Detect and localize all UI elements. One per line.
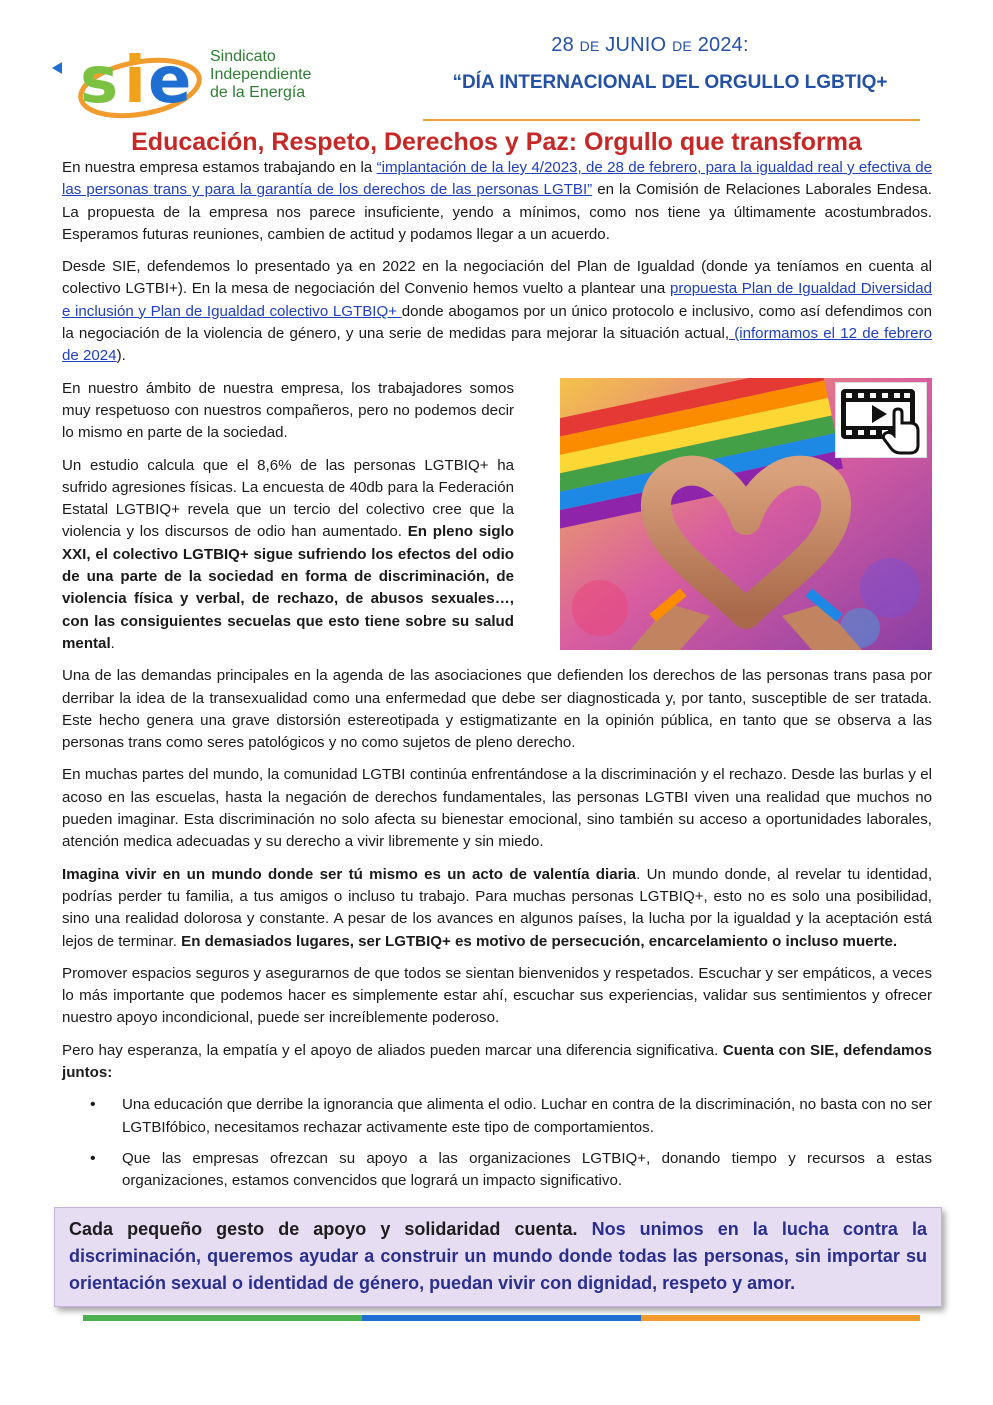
- header-date: [470, 34, 830, 57]
- p7-text-bold-2: En demasiados lugares, ser LGTBIQ+ es motivo de persecución, encarcelamiento o incluso muerte.: [181, 932, 898, 950]
- logo-line-3: de la Energía: [210, 84, 306, 101]
- plan-igualdad-link[interactable]: propuesta Plan de Igualdad Diversidad e inclusión y Plan de Igualdad colectivo LGTBIQ+: [62, 280, 933, 320]
- logo-line-2: Independiente: [210, 66, 312, 83]
- p2-text-c: ).: [116, 347, 126, 365]
- p1-text-b: en la Comisión de Relaciones Laborales Endesa. La propuesta de la empresa nos parece insuficiente, yendo a mínimos, como nos tiene ya últimamente acostumbrados. Esperamos futuras reuniones, cambien de actitud y podamos llegar a un acuerdo.: [62, 181, 932, 243]
- header-title: “DÍA INTERNACIONAL DEL ORGULLO LGBTIQ+: [452, 72, 888, 93]
- demands-list: [62, 1094, 932, 1192]
- footer-bar-orange: [641, 1315, 920, 1321]
- date-year: 2024:: [697, 34, 749, 56]
- callout-text-dark: Cada pequeño gesto de apoyo y solidaridad cuenta.: [69, 1219, 578, 1239]
- footer-divider: [83, 1315, 920, 1321]
- paragraph-9: [62, 1040, 932, 1085]
- footer-bar-green: [83, 1315, 362, 1321]
- logo-line-1: Sindicato: [210, 48, 276, 65]
- video-play-button[interactable]: [835, 382, 927, 458]
- callout-text-blue: Nos unimos en la lucha contra la discriminación, queremos ayudar a construir un mundo donde todas las personas, sin importar su orientación sexual o identidad de género, puedan vivir con dignidad, respeto y amor.: [69, 1219, 927, 1293]
- footer-bar-blue: [362, 1315, 641, 1321]
- svg-text:s: s: [80, 44, 119, 118]
- p2-text-a: Desde SIE, defendemos lo presentado ya en 2022 en la negociación del Plan de Igualdad (donde ya teníamos en cuenta al colectivo LGTBI+). En la mesa de negociación del Convenio hemos vuelto a plantear una: [62, 258, 932, 298]
- paragraph-8: Promover espacios seguros y asegurarnos de que todos se sientan bienvenidos y respetados. Escuchar y ser empáticos, a veces lo más importante que podemos hacer es simplemente estar ahí, escuchar sus experiencias, validar sus sentimientos y ofrecer nuestro apoyo incondicional, puede ser increíblemente poderoso.: [62, 964, 932, 1027]
- video-play-icon: [836, 383, 926, 457]
- paragraph-2: [62, 256, 932, 367]
- date-de-2: DE: [672, 38, 692, 54]
- svg-text:i: i: [124, 44, 146, 118]
- ley-4-2023-link[interactable]: “implantación de la ley 4/2023, de 28 de febrero, para la igualdad real y efectiva de las personas trans y para la garantía de los derechos de las personas LGTBI”: [62, 159, 932, 199]
- article-body: [62, 157, 932, 1201]
- date-month: JUNIO: [605, 34, 667, 56]
- header-divider: [423, 119, 920, 121]
- list-item: • Una educación que derribe la ignorancia que alimenta el odio. Luchar en contra de la discriminación, no basta con no ser LGTBIfóbico, necesitamos rechazar activamente este tipo de comportamientos.: [122, 1094, 932, 1139]
- p4-text-end: .: [110, 634, 115, 652]
- paragraph-5: Una de las demandas principales en la agenda de las asociaciones que defienden los derechos de las personas trans pasa por derribar la idea de la transexualidad como una enfermedad que debe ser diagnosticada y, por tanto, susceptible de ser tratada. Este hecho genera una grave distorsión estereotipada y estigmatizante en la opinión pública, en tanto que se observa a las personas trans como seres patológicos y no como sujetos de pleno derecho.: [62, 667, 932, 752]
- paragraph-3: En nuestro ámbito de nuestra empresa, los trabajadores somos muy respetuoso con nuestros compañeros, pero no podemos decir lo mismo en parte de la sociedad.: [62, 379, 514, 442]
- featured-image-block: [560, 378, 932, 653]
- logo-arrow-icon: [52, 62, 62, 74]
- date-de-1: DE: [579, 38, 600, 54]
- svg-text:e: e: [148, 44, 192, 118]
- page-title: Educación, Respeto, Derechos y Paz: Orgullo que transforma: [131, 128, 862, 156]
- sie-logo: [52, 40, 352, 125]
- paragraph-1: [62, 157, 932, 246]
- p7-text-bold-1: Imagina vivir en un mundo donde ser tú mismo es un acto de valentía diaria: [62, 865, 637, 883]
- logo-name: [210, 48, 311, 102]
- p9-text-a: Pero hay esperanza, la empatía y el apoyo de aliados pueden marcar una diferencia significativa.: [62, 1041, 723, 1059]
- informamos-link[interactable]: (informamos el 12 de febrero de 2024: [62, 325, 932, 365]
- list-item: • Que las empresas ofrezcan su apoyo a las organizaciones LGTBIQ+, donando tiempo y recursos a estas organizaciones, estamos convencidos que logrará un impacto significativo.: [122, 1148, 932, 1193]
- p1-text-a: En nuestra empresa estamos trabajando en la: [62, 159, 377, 176]
- p2-text-b: donde abogamos por un único protocolo e inclusivo, como así defendimos con la negociación de la violencia de género, y una serie de medidas para mejorar la situación actual,: [62, 302, 932, 343]
- p4-text-bold: En pleno siglo XXI, el colectivo LGTBIQ+ sigue sufriendo los efectos del odio de una parte de la sociedad en forma de discriminación, de violencia física y verbal, de rechazo, de abusos sexuales…, con las consiguientes secuelas que esto tiene sobre su salud mental: [62, 523, 514, 652]
- p4-text-a: Un estudio calcula que el 8,6% de las personas LGTBIQ+ ha sufrido agresiones físicas. La encuesta de 40db para la Federación Estatal LGTBIQ+ revela que un tercio del colectivo cree que la violencia y los discursos de odio han aumentado.: [62, 456, 514, 541]
- sie-logo-mark: [68, 40, 208, 122]
- closing-callout: [54, 1207, 942, 1307]
- date-day: 28: [551, 34, 574, 56]
- paragraph-6: En muchas partes del mundo, la comunidad LGTBI continúa enfrentándose a la discriminación y el rechazo. Desde las burlas y el acoso en las escuelas, hasta la negación de derechos fundamentales, las personas LGTBI viven una realidad que muchos no pueden imaginar. Esta discriminación no solo afecta su bienestar emocional, sino también su acceso a oportunidades laborales, atención medica adecuadas y su derecho a vivir libremente y sin miedo.: [62, 766, 932, 851]
- p7-text-a: . Un mundo donde, al revelar tu identidad, podrías perder tu familia, a tus amigos o incluso tu trabajo. Para muchas personas LGTBIQ+, esto no es solo una posibilidad, sino una realidad dolorosa y constante. A pesar de los avances en algunos países, la lucha por la igualdad y la aceptación está lejos de terminar.: [62, 865, 933, 950]
- paragraph-7: [62, 864, 932, 953]
- p9-text-bold: Cuenta con SIE, defendamos juntos:: [62, 1041, 933, 1081]
